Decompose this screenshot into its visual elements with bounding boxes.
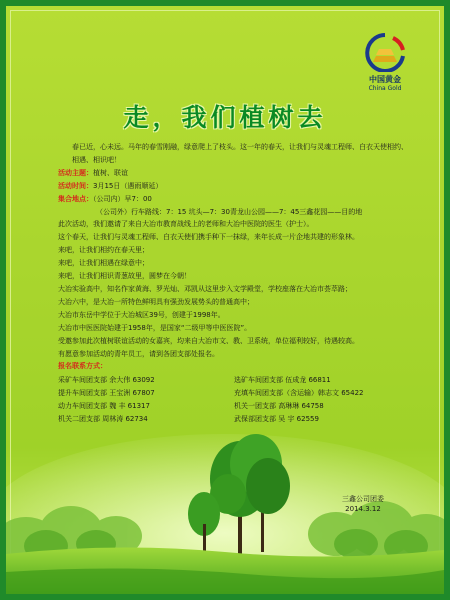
contact-entry: 充填车间团支部（含运输）韩志文 65422 — [234, 389, 364, 398]
paragraph: 大冶市东岳中学位于大冶城区39号，创建于1998年。 — [58, 310, 225, 319]
paragraph: 来吧，让我们相遇在绿意中； — [58, 259, 149, 268]
intro-text: 春已近，心未远。马年的春雪刚融，绿意爬上了枝头。这一年的春天，让我们与灵魂工程师、白衣天使相约、相遇、相识吧！ — [72, 143, 408, 164]
paragraph: 这个春天，让我们与灵魂工程师、白衣天使们携手种下一抹绿，来年长成一片企地共建的形象林。 — [58, 233, 359, 242]
contact-entry: 采矿车间团支部 余大伟 63092 — [58, 376, 155, 385]
contact-entry: 机关二团支部 周林涛 62734 — [58, 415, 148, 424]
china-gold-emblem-icon — [363, 32, 407, 72]
poster-title: 走，我们植树去 — [123, 103, 327, 132]
china-gold-logo — [352, 32, 418, 92]
signature-org: 三鑫公司团委 — [342, 495, 384, 503]
paragraph: 此次活动，我们邀请了来自大冶市教育战线上的老师和大冶中医院的医生（护士）。 — [58, 220, 314, 229]
contact-entry: 武保部团支部 吴 宇 62559 — [234, 415, 319, 424]
contact-row — [58, 374, 410, 387]
paragraph: 大冶实验高中，知名作家黄海、罗光灿、邓凯从这里步入文学殿堂，学校座落在大冶市荟萃路； — [58, 284, 352, 293]
paragraph: 受邀参加此次植树联谊活动的女嘉宾，均来自大冶市文、教、卫系统，单位福利较好，待遇较高。 — [58, 336, 359, 345]
paragraph: 有愿意参加活动的青年员工，请到各团支部处报名。 — [58, 349, 219, 358]
signature — [342, 494, 384, 514]
place-line — [58, 193, 410, 206]
contact-entry: 动力车间团支部 魏 丰 61317 — [58, 402, 150, 411]
paragraph: 来吧，让我们相约在春天里； — [58, 246, 149, 255]
time-line — [58, 180, 410, 193]
place-value: （公司内）早7：00 — [93, 194, 152, 203]
place-label: 集合地点： — [58, 194, 93, 203]
paragraph: 大冶六中，是大冶一所特色鲜明具有强劲发展势头的普通高中； — [58, 297, 254, 306]
theme-value: 植树、联谊 — [93, 168, 128, 177]
route-line: （公司外）行车路线：7：15 坑头—7：30青龙山公园——7：45三鑫花园——目的地 — [96, 207, 363, 216]
time-label: 活动时间： — [58, 181, 93, 190]
poster-body — [58, 141, 410, 426]
theme-line — [58, 167, 410, 180]
contact-row — [58, 400, 410, 413]
contact-entry: 选矿车间团支部 伍成龙 66811 — [234, 376, 331, 385]
logo-name-en: China Gold — [368, 85, 402, 92]
theme-label: 活动主题： — [58, 168, 93, 177]
time-value: 3月15日（遇雨顺延） — [93, 181, 163, 190]
signature-date: 2014.3.12 — [345, 505, 381, 513]
contact-entry: 机关一团支部 高琳琳 64758 — [234, 402, 324, 411]
logo-name-cn: 中国黄金 — [369, 75, 401, 84]
contact-row — [58, 413, 410, 426]
contacts-list — [58, 374, 410, 426]
paragraph: 大冶市中医医院始建于1958年，是国家“二级甲等中医医院”。 — [58, 323, 252, 332]
contacts-label: 报名联系方式： — [58, 362, 107, 371]
contact-row — [58, 387, 410, 400]
paragraph: 来吧，让我们相识青葱故里，圆梦在今朝！ — [58, 272, 191, 281]
contact-entry: 提升车间团支部 王宝洲 67807 — [58, 389, 155, 398]
